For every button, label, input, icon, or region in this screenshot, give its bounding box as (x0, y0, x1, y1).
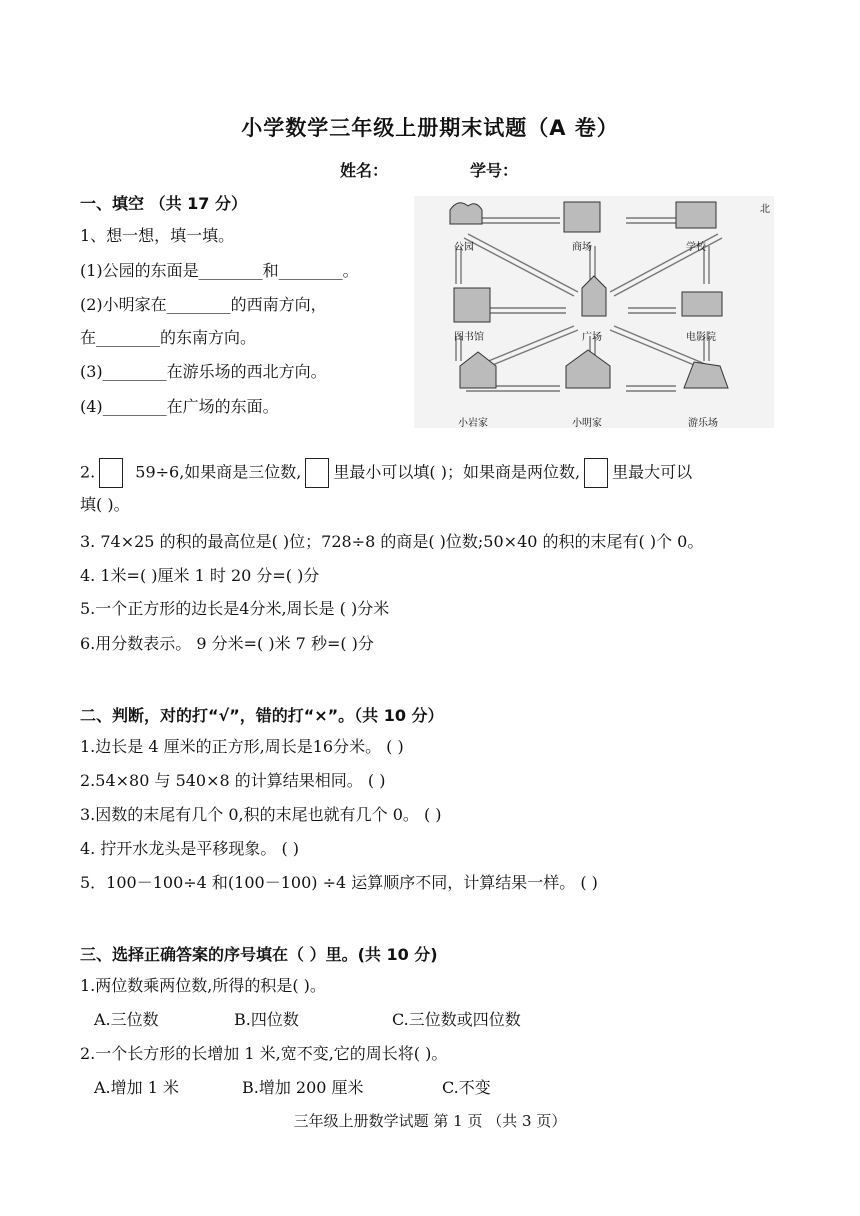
q1-part-4: (4)________在广场的东面。 (80, 397, 279, 416)
q2-text-2: 里最小可以填( )；如果商是两位数, (333, 462, 581, 482)
choice-q1-option-b: B.四位数 (234, 1010, 299, 1029)
judge-item: 5．100－100÷4 和(100－100) ÷4 运算顺序不同，计算结果一样。 ( ) (80, 873, 598, 892)
name-label: 姓名： (340, 161, 389, 180)
map-label-square: 广场 (582, 332, 602, 343)
answer-box[interactable] (584, 458, 608, 488)
q1-part-2b: 在________的东南方向。 (80, 328, 257, 347)
student-id-label: 学号： (470, 161, 519, 180)
map-figure (414, 196, 774, 428)
map-label-xiaoming-home: 小明家 (572, 418, 602, 429)
north-label: 北 (760, 204, 770, 215)
q2-line-1 (80, 458, 692, 488)
judge-item: 4. 拧开水龙头是平移现象。 ( ) (80, 839, 300, 858)
q2-line-2: 填( )。 (80, 495, 130, 514)
judge-item: 3.因数的末尾有几个 0,积的末尾也就有几个 0。 ( ) (80, 805, 442, 824)
page-title: 小学数学三年级上册期末试题（A 卷） (241, 116, 619, 140)
q5: 5.一个正方形的边长是4分米,周长是 ( )分米 (80, 599, 390, 618)
q1-part-2a: (2)小明家在________的西南方向， (80, 295, 327, 314)
map-label-mall: 商场 (572, 242, 592, 253)
section-3-heading: 三、选择正确答案的序号填在（ ）里。(共 10 分) (80, 945, 438, 964)
map-label-school: 学校 (686, 242, 706, 253)
answer-box[interactable] (305, 458, 329, 488)
q1-stem: 1、想一想，填一填。 (80, 226, 235, 245)
map-label-park: 公园 (454, 242, 474, 253)
choice-q1: 1.两位数乘两位数,所得的积是( )。 (80, 976, 326, 995)
choice-q2-option-a: A.增加 1 米 (94, 1078, 179, 1097)
section-2-heading: 二、判断，对的打“√”，错的打“×”。（共 10 分） (80, 706, 444, 725)
choice-q1-option-c: C.三位数或四位数 (392, 1010, 521, 1029)
q1-part-3: (3)________在游乐场的西北方向。 (80, 362, 327, 381)
choice-q2-option-c: C.不变 (442, 1078, 491, 1097)
q2-text-3: 里最大可以 (612, 462, 693, 482)
choice-q2-option-b: B.增加 200 厘米 (242, 1078, 364, 1097)
section-1-heading: 一、填空 （共 17 分） (80, 194, 247, 213)
q2-number: 2. (80, 462, 96, 482)
direction-map (414, 196, 774, 428)
answer-box[interactable] (99, 458, 123, 488)
q4: 4. 1米=( )厘米 1 时 20 分=( )分 (80, 566, 320, 585)
q1-part-1: (1)公园的东面是________和________。 (80, 261, 359, 280)
judge-item: 2.54×80 与 540×8 的计算结果相同。 ( ) (80, 771, 386, 790)
map-label-xiaoyan-home: 小岩家 (458, 418, 488, 429)
map-label-library: 图书馆 (454, 332, 484, 343)
q2-text-1: 59÷6,如果商是三位数, (135, 462, 302, 482)
q6: 6.用分数表示。 9 分米=( )米 7 秒=( )分 (80, 634, 374, 653)
map-label-amusement-park: 游乐场 (688, 418, 718, 429)
choice-q1-option-a: A.三位数 (94, 1010, 159, 1029)
map-label-cinema: 电影院 (686, 332, 716, 343)
judge-item: 1.边长是 4 厘米的正方形,周长是16分米。 ( ) (80, 737, 404, 756)
choice-q2: 2.一个长方形的长增加 1 米,宽不变,它的周长将( )。 (80, 1044, 448, 1063)
page-footer: 三年级上册数学试题 第 1 页 （共 3 页） (293, 1112, 567, 1130)
q3: 3. 74×25 的积的最高位是( )位；728÷8 的商是( )位数;50×40 的积的末尾有( )个 0。 (80, 532, 704, 551)
